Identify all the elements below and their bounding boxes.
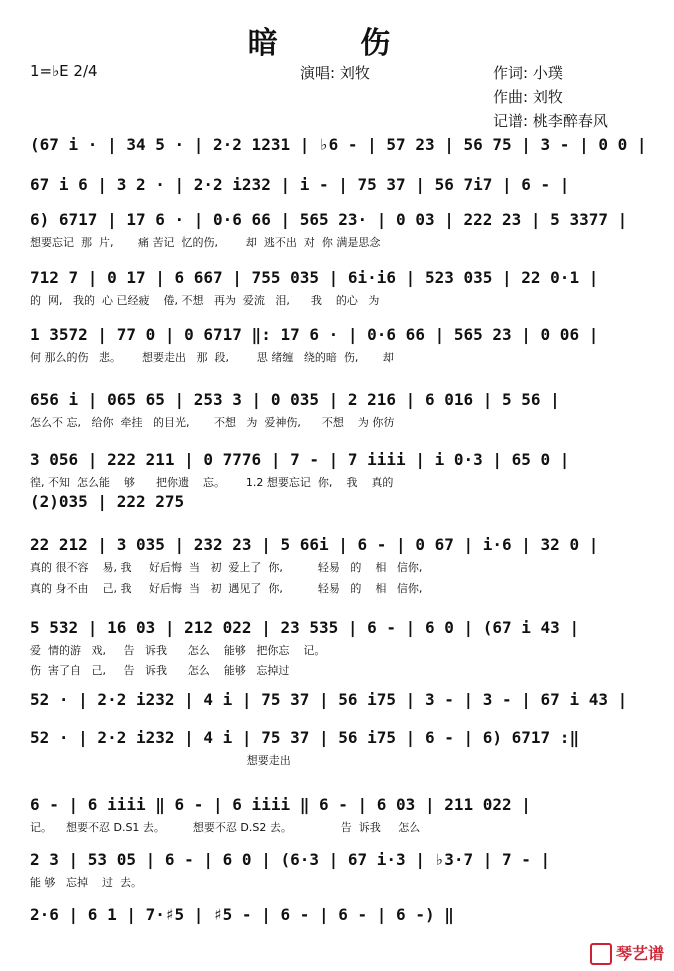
- lyric-line: 的 网, 我的 心 已经疲 倦, 不想 再为 爱流 泪, 我 的心 为: [30, 294, 380, 307]
- lyric-line: 能 够 忘掉 过 去。: [30, 876, 142, 889]
- notation-line: 22 212 | 3 035 | 232 23 | 5 66i | 6 - | 0 67 | i·6 | 32 0 |: [30, 535, 599, 554]
- lyric-line: 想要忘记 那 片, 痛 苦记 忆的伤, 却 逃不出 对 你 满是思念: [30, 236, 381, 249]
- lyricist-credit: 作词: 小璞: [493, 64, 563, 82]
- lyric-line: 何 那么的伤 悲。 想要走出 那 段, 思 绪缠 绕的暗 伤, 却: [30, 351, 394, 364]
- lyric-line: 徨, 不知 怎么能 够 把你遗 忘。 1.2 想要忘记 你, 我 真的: [30, 476, 394, 489]
- notation-line: (67 i · | 34 5 · | 2·2 1231 | ♭6 - | 57 23 | 56 75 | 3 - | 0 0 |: [30, 135, 647, 154]
- lyric-line: 爱 情的游 戏, 告 诉我 怎么 能够 把你忘 记。: [30, 644, 326, 657]
- lyric-line: 想要走出: [30, 754, 291, 767]
- lyric-line: 真的 很不容 易, 我 好后悔 当 初 爱上了 你, 轻易 的 相 信你,: [30, 561, 423, 574]
- notation-line: 67 i 6 | 3 2 · | 2·2 i232 | i - | 75 37 | 56 7i7 | 6 - |: [30, 175, 570, 194]
- song-title: 暗 伤: [247, 26, 427, 61]
- composer-credit: 作曲: 刘牧: [493, 88, 563, 106]
- lyric-line: 伤 害了自 己, 告 诉我 怎么 能够 忘掉过: [30, 664, 290, 677]
- transcriber-credit: 记谱: 桃李醉春风: [493, 112, 608, 130]
- notation-line: 5 532 | 16 03 | 212 022 | 23 535 | 6 - | 6 0 | (67 i 43 |: [30, 618, 580, 637]
- lyric-line: 怎么不 忘, 给你 牵挂 的目光, 不想 为 爱神伤, 不想 为 你彷: [30, 416, 395, 429]
- logo-icon: [590, 943, 612, 965]
- notation-line: 2·6 | 6 1 | 7·♯5 | ♯5 - | 6 - | 6 - | 6 -) ‖: [30, 905, 454, 924]
- key-signature: 1=♭E 2/4: [30, 62, 98, 80]
- notation-line: 52 · | 2·2 i232 | 4 i | 75 37 | 56 i75 | 6 - | 6) 6717 :‖: [30, 728, 580, 747]
- notation-line: 6 - | 6 iiii ‖ 6 - | 6 iiii ‖ 6 - | 6 03 | 211 022 |: [30, 795, 531, 814]
- lyric-line: 真的 身不由 己, 我 好后悔 当 初 遇见了 你, 轻易 的 相 信你,: [30, 582, 423, 595]
- notation-line: 2 3 | 53 05 | 6 - | 6 0 | (6·3 | 67 i·3 | ♭3·7 | 7 - |: [30, 850, 551, 869]
- notation-line: 712 7 | 0 17 | 6 667 | 755 035 | 6i·i6 | 523 035 | 22 0·1 |: [30, 268, 599, 287]
- notation-line: 656 i | 065 65 | 253 3 | 0 035 | 2 216 | 6 016 | 5 56 |: [30, 390, 560, 409]
- notation-line: 6) 6717 | 17 6 · | 0·6 66 | 565 23· | 0 03 | 222 23 | 5 3377 |: [30, 210, 628, 229]
- site-logo: [590, 941, 664, 966]
- notation-line: 3 056 | 222 211 | 0 7776 | 7 - | 7 iiii | i 0·3 | 65 0 |: [30, 450, 570, 469]
- logo-text: 琴艺谱: [615, 943, 664, 963]
- notation-line: (2)035 | 222 275: [30, 492, 185, 511]
- notation-line: 52 · | 2·2 i232 | 4 i | 75 37 | 56 i75 | 3 - | 3 - | 67 i 43 |: [30, 690, 628, 709]
- singer-credit: 演唱: 刘牧: [300, 64, 370, 82]
- lyric-line: 记。 想要不忍 D.S1 去。 想要不忍 D.S2 去。 告 诉我 怎么: [30, 821, 421, 834]
- notation-line: 1 3572 | 77 0 | 0 6717 ‖: 17 6 · | 0·6 66 | 565 23 | 0 06 |: [30, 325, 599, 344]
